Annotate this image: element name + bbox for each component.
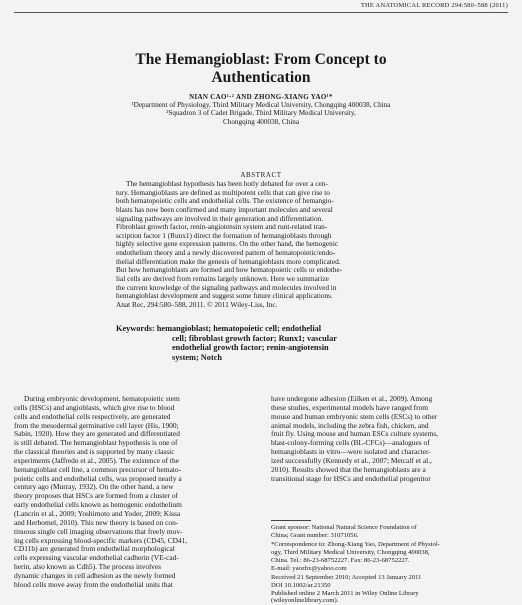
footnote-received: Received 21 September 2010; Accepted 13 January 2011 xyxy=(271,574,422,582)
body-line: cells (HSCs) and angioblasts, which give rise to blood xyxy=(14,403,175,412)
body-line: cells and endothelial cells respectively, are generated xyxy=(14,412,171,421)
footnote-email: E-mail: yaozhx@yahoo.com xyxy=(271,564,347,572)
body-line: and Herbomel, 2010). This new theory is based on con- xyxy=(14,518,179,527)
footnote-correspondence: China. Tel.: 86-23-68752227. Fax: 86-23-68752227. xyxy=(271,556,410,564)
footnote-grant: China; Grant number: 31071056. xyxy=(271,531,359,539)
abstract-line: But how hemangioblasts are formed and how hematopoietic cells or endothe- xyxy=(116,266,343,275)
footnotes xyxy=(271,524,509,605)
article-title xyxy=(40,51,482,87)
body-line: have undergone adhesion (Eilken et al., 2009). Among xyxy=(271,395,433,403)
affiliations xyxy=(60,101,462,126)
footnote-published: (wileyonlinelibrary.com). xyxy=(271,597,339,605)
body-line: poietic cells and endothelial cells, was proposed nearly a xyxy=(14,474,182,483)
body-line: early endothelial cells known as hemogenic endothelium xyxy=(14,501,182,510)
abstract-line: lial cells are derived from remains largely unknown. Here we summarize xyxy=(116,274,329,283)
affiliation-line: ¹Department of Physiology, Third Military Medical University, Chongqing 400038, China xyxy=(131,101,391,109)
body-line: CD11b) are generated from endothelial morphological xyxy=(14,545,175,554)
abstract-line: thelial differentiation make the genesis of hemangioblasts more complicated. xyxy=(116,257,341,266)
abstract-line: the current knowledge of the signaling pathways and molecules involved in xyxy=(116,283,337,292)
abstract-line: Fibroblast growth factor, renin-angiotensin system and runt-related tran- xyxy=(116,223,328,232)
body-line: (Lancrin et al., 2009; Yoshimoto and Yoder, 2009; Kissa xyxy=(14,509,181,518)
body-line: mouse and human embryonic stem cells (ESCs) to other xyxy=(271,412,438,421)
body-line: ized successfully (Kennedy et al., 2007; Metcalf et al., xyxy=(271,456,432,465)
body-line: cells expressing vascular endothelial cadherin (VE-cad- xyxy=(14,554,179,563)
body-line: dynamic changes in cell adhesion as the newly formed xyxy=(14,571,176,580)
body-line: animal models, including the zebra fish, chicken, and xyxy=(271,421,429,430)
keywords-block xyxy=(116,324,408,362)
abstract-line: hemangioblast development and suggest some future clinical applications. xyxy=(116,292,333,301)
abstract-line: Anat Rec, 294:580–588, 2011. © 2011 Wiley-Liss, Inc. xyxy=(116,300,278,309)
body-line: hemangioblast cell line, a common precursor of hemato- xyxy=(14,465,182,474)
body-line: 2010). Results showed that the hemangioblasts are a xyxy=(271,465,426,474)
abstract-line: The hemangioblast hypothesis has been hotly debated for over a cen- xyxy=(126,180,328,188)
body-line: the classical theories and is supported by many classic xyxy=(14,448,175,457)
footnote-correspondence: *Correspondence to: Zhong-Xiang Yao, Department of Physiol- xyxy=(271,541,440,549)
body-line: herin, also known as Cdh5). The process involves xyxy=(14,563,162,572)
keywords-line: system; Notch xyxy=(172,352,223,362)
abstract-line: highly selective gene expression patterns. On the other hand, the hemogenic xyxy=(116,240,339,249)
keywords-line: endothelial growth factor; renin-angiotensin xyxy=(172,343,329,353)
body-line: these studies, experimental models have ranged from xyxy=(271,403,429,412)
body-line: from the mesodermal germinative cell layer (His, 1900; xyxy=(14,421,179,430)
body-line: experiments (Jaffredo et al., 2005). The existence of the xyxy=(14,456,179,465)
running-head: THE ANATOMICAL RECORD 294:580–588 (2011) xyxy=(360,2,508,9)
body-line: transitional stage for HSCs and endothelial progenitor xyxy=(271,474,431,483)
affiliation-line: Chongqing 400038, China xyxy=(222,117,300,126)
body-line: fruit fly. Using mouse and human ESCs culture systems, xyxy=(271,430,439,439)
footnote-rule xyxy=(271,520,311,521)
title-line: Authentication xyxy=(211,69,311,86)
footnote-grant: Grant sponsor: National Natural Science Foundation of xyxy=(271,524,417,531)
body-line: century ago (Murray, 1932). On the other hand, a new xyxy=(14,483,174,492)
footnote-correspondence: ogy, Third Military Medical University, Chongqing 400038, xyxy=(271,549,430,557)
author-list: NIAN CAO¹·² AND ZHONG-XIANG YAO¹* xyxy=(189,93,333,101)
footnote-published: Published online 2 March 2011 in Wiley Online Library xyxy=(271,589,419,597)
body-line: tinuous single cell imaging observations that freely mov- xyxy=(14,527,183,536)
body-line: is still debated. The hemangioblast hypothesis is one of xyxy=(14,439,178,448)
abstract-body xyxy=(116,180,406,309)
abstract-line: signaling pathways are involved in their generation and differentiation. xyxy=(116,214,324,223)
abstract-line: scription factor 1 (Runx1) direct the formation of hemangioblasts through xyxy=(116,231,332,240)
keywords-line: Keywords: hemangioblast; hematopoietic cell; endothelial xyxy=(116,324,322,333)
footnote-doi: DOI 10.1002/ar.21350 xyxy=(271,581,331,589)
body-column-right xyxy=(271,395,509,483)
keywords-line: cell; fibroblast growth factor; Runx1; vascular xyxy=(172,333,337,343)
abstract-line: blasts has now been confirmed and many important molecules and several xyxy=(116,205,333,214)
body-line: Sabin, 1920). How they are generated and differentiated xyxy=(14,430,180,439)
abstract-line: tury. Hemangioblasts are defined as multipotent cells that can give rise to xyxy=(116,188,330,197)
body-column-left xyxy=(14,395,251,590)
title-line: The Hemangioblast: From Concept to xyxy=(135,51,387,68)
affiliation-line: ²Squadron 3 of Cadet Brigade, Third Military Medical University, xyxy=(166,109,356,118)
body-line: hemangioblasts in vitro—were isolated and character- xyxy=(271,448,431,457)
abstract-line: endothelium theory and a newly discovered pattern of hematopoietic/endo- xyxy=(116,249,336,257)
body-line: During embryonic development, hematopoietic stem xyxy=(24,395,180,403)
abstract-line: both hematopoietic cells and endothelial cells. The existence of hemangio- xyxy=(116,197,334,206)
abstract-heading: ABSTRACT xyxy=(240,171,282,179)
header-rule xyxy=(14,12,508,13)
body-line: theory proposes that HSCs are formed from a cluster of xyxy=(14,492,178,501)
body-line: blood cells move away from the endothelial units that xyxy=(14,580,173,589)
body-line: blast-colony-forming cells (BL-CFCs)—analogues of xyxy=(271,439,430,448)
body-line: ing cells expressing blood-specific markers (CD45, CD41, xyxy=(14,536,188,545)
